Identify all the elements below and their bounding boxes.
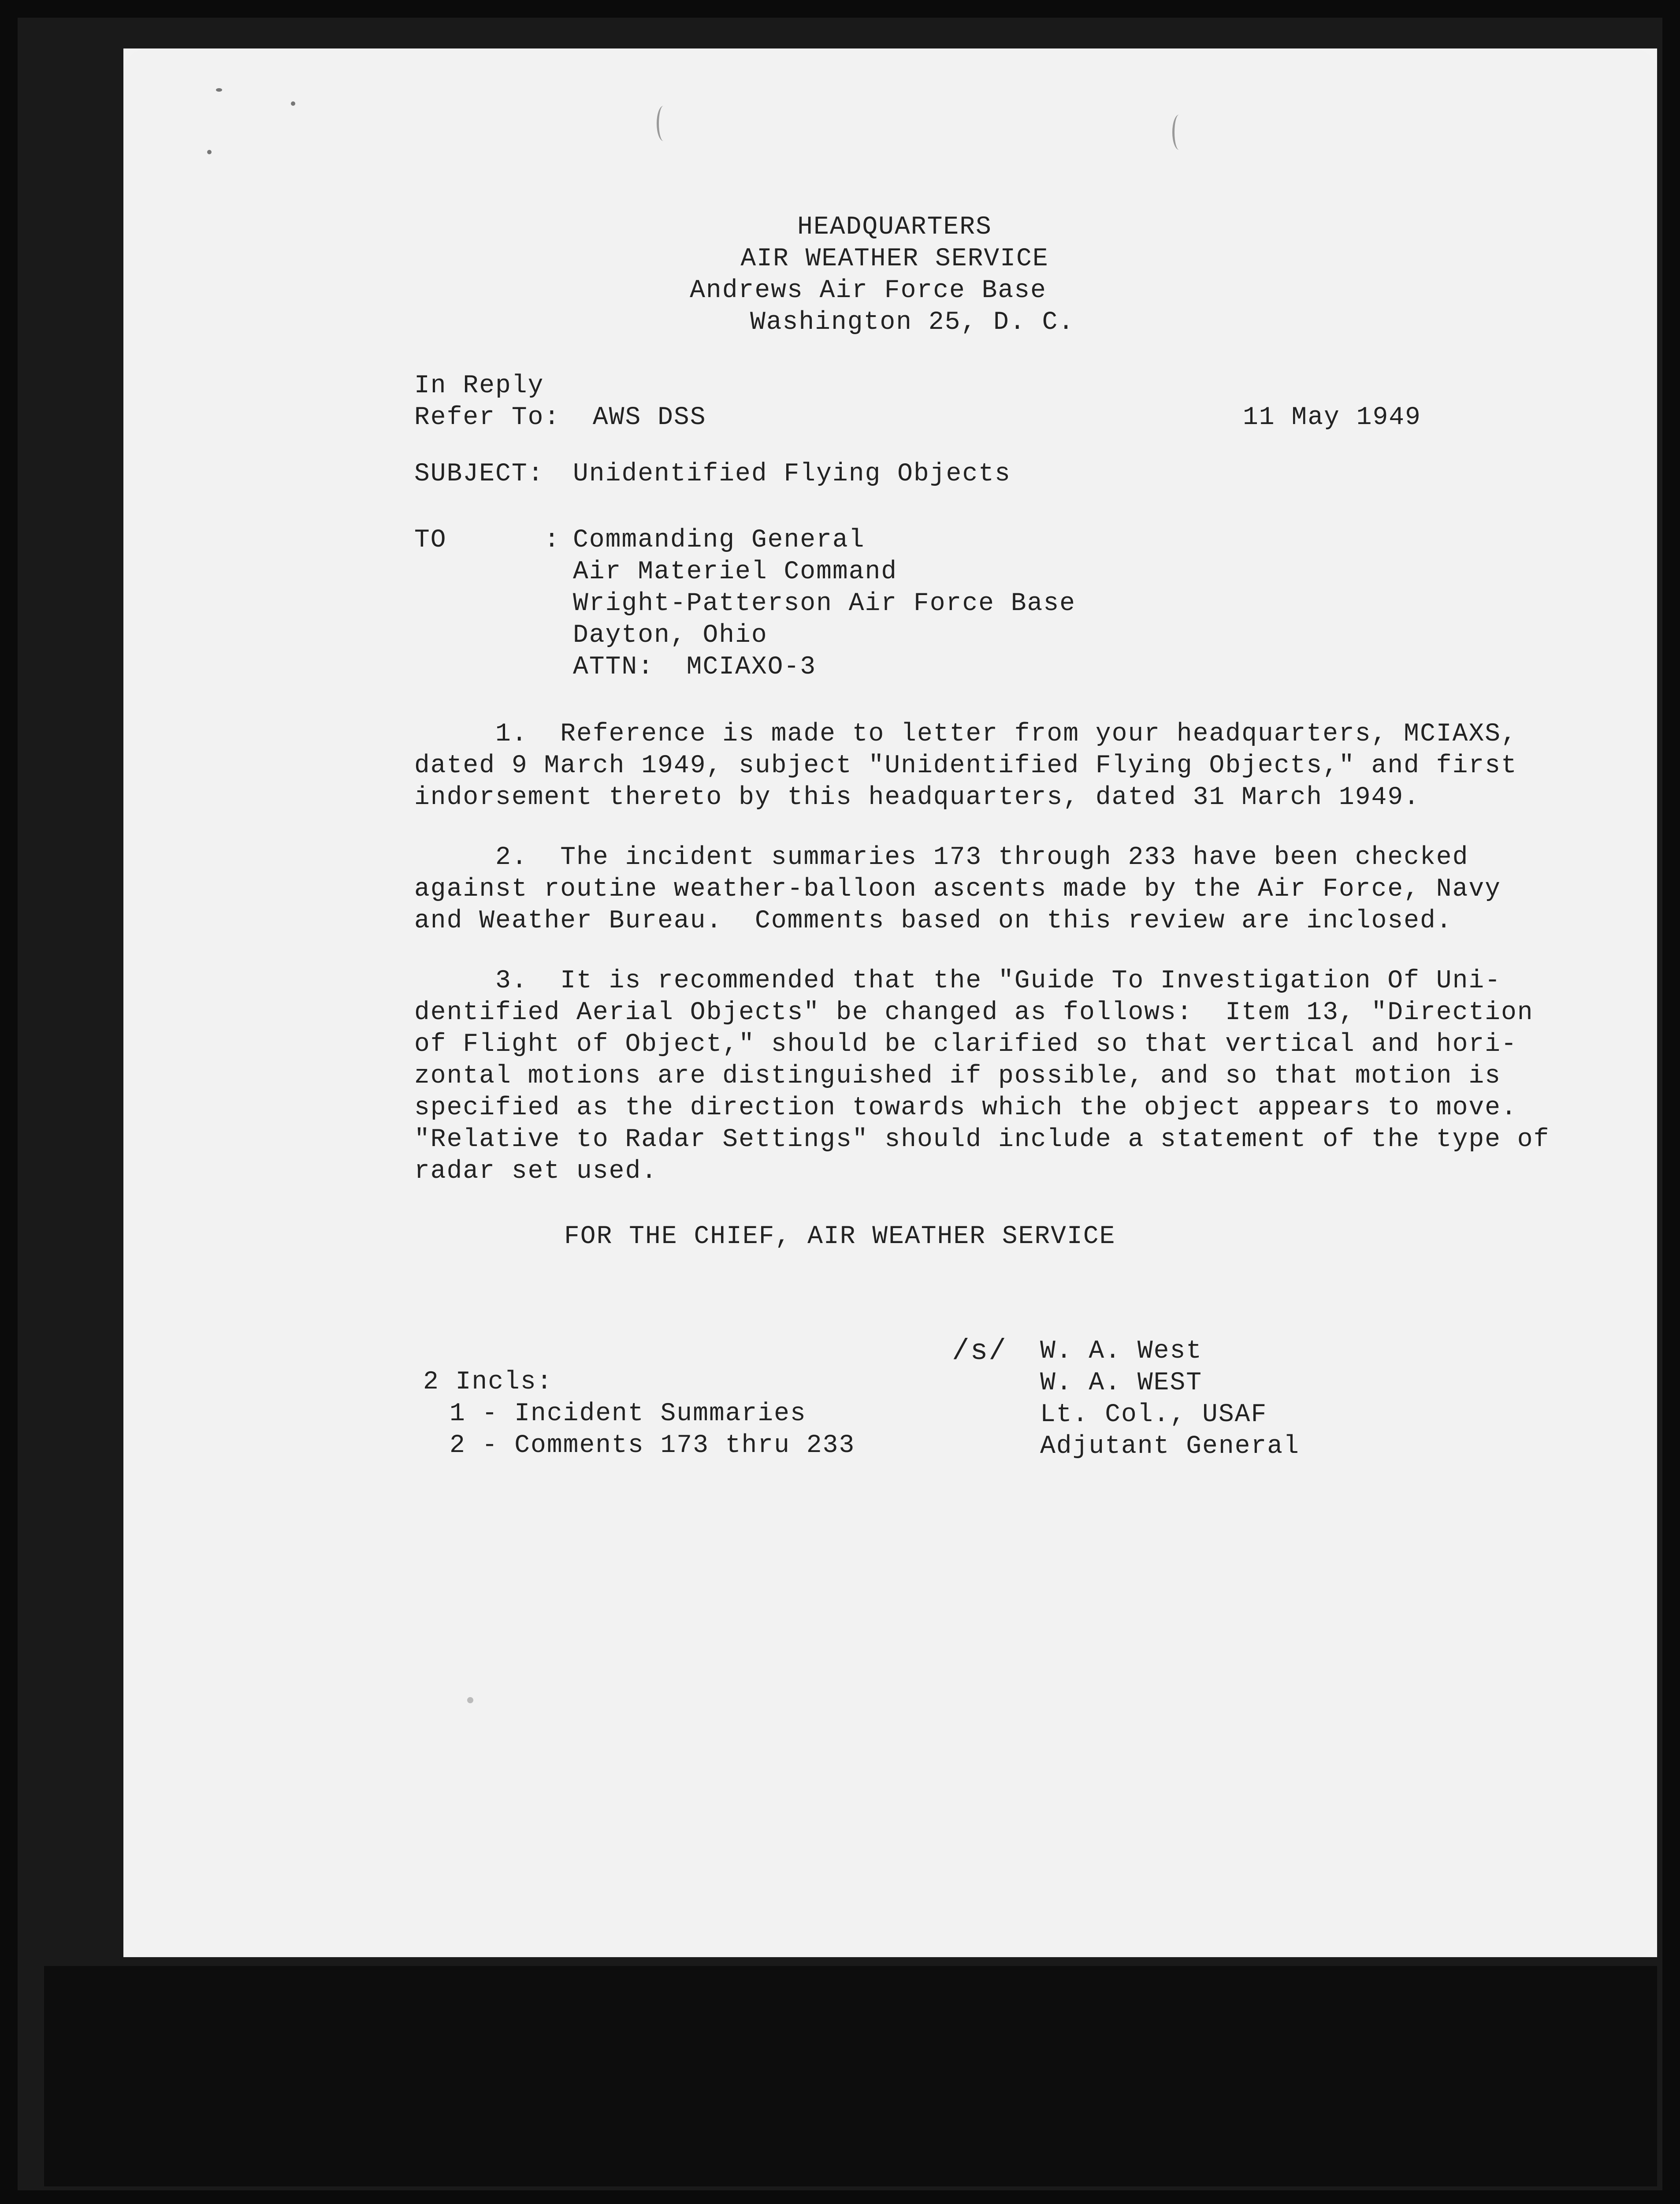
paragraph-2: 2. The incident summaries 173 through 233 have been checked against routine weather-balloon ascents made by the Air Force, Navy and Weather Bureau. Comments based on this review are inclosed. [414, 843, 1501, 935]
to-label: TO : [414, 526, 561, 555]
scanned-photo [18, 18, 1662, 2190]
letterhead-line-1: HEADQUARTERS [797, 213, 992, 242]
to-line-3: Wright-Patterson Air Force Base [573, 589, 1076, 618]
letter-sheet [123, 48, 1657, 1957]
signature-line-1: W. A. West [1040, 1337, 1203, 1366]
subject-label: SUBJECT: [414, 460, 544, 488]
dust-speck [467, 1697, 473, 1703]
to-line-2: Air Materiel Command [573, 558, 898, 586]
letterhead-line-4: Washington 25, D. C. [750, 308, 1075, 337]
to-line-1: Commanding General [573, 526, 865, 555]
punch-mark [1172, 115, 1186, 150]
signature-line-2: W. A. WEST [1040, 1369, 1203, 1397]
signature-mark: /s/ [952, 1335, 1007, 1368]
subject-text: Unidentified Flying Objects [573, 460, 1011, 488]
photo-border-bottom [44, 1966, 1657, 2186]
letter-date: 11 May 1949 [1243, 403, 1421, 432]
dust-speck [291, 101, 295, 106]
inclosure-item-2: 2 - Comments 173 thru 233 [450, 1431, 855, 1460]
to-line-4: Dayton, Ohio [573, 621, 768, 650]
signature-line-3: Lt. Col., USAF [1040, 1400, 1267, 1429]
punch-mark [657, 106, 670, 141]
paragraph-1: 1. Reference is made to letter from your headquarters, MCIAXS, dated 9 March 1949, subject "Unidentified Flying Objects," and first indorsement thereto by this headquarters, dated 31 March 1949. [414, 720, 1517, 812]
letterhead-line-3: Andrews Air Force Base [690, 276, 1047, 305]
paragraph-3: 3. It is recommended that the "Guide To Investigation Of Uni- dentified Aerial Objects" be changed as follows: Item 13, "Direction of Flight of Object," should be clarified so that vertical and hori- zontal motions are distinguished if possible, and so that motion is specified as the direction towards which the object appears to move. "Relative to Radar Settings" should include a statement of the type of radar set used. [414, 967, 1550, 1186]
in-reply: In Reply [414, 372, 544, 400]
dust-speck [216, 88, 222, 92]
inclosures-label: 2 Incls: [423, 1368, 553, 1396]
letterhead-line-2: AIR WEATHER SERVICE [740, 245, 1049, 273]
dust-speck [207, 150, 212, 154]
inclosure-item-1: 1 - Incident Summaries [450, 1400, 807, 1428]
to-line-5: ATTN: MCIAXO-3 [573, 653, 817, 681]
signature-line-4: Adjutant General [1040, 1432, 1300, 1461]
refer-to: Refer To: AWS DSS [414, 403, 706, 432]
closing-line: FOR THE CHIEF, AIR WEATHER SERVICE [564, 1222, 1116, 1251]
